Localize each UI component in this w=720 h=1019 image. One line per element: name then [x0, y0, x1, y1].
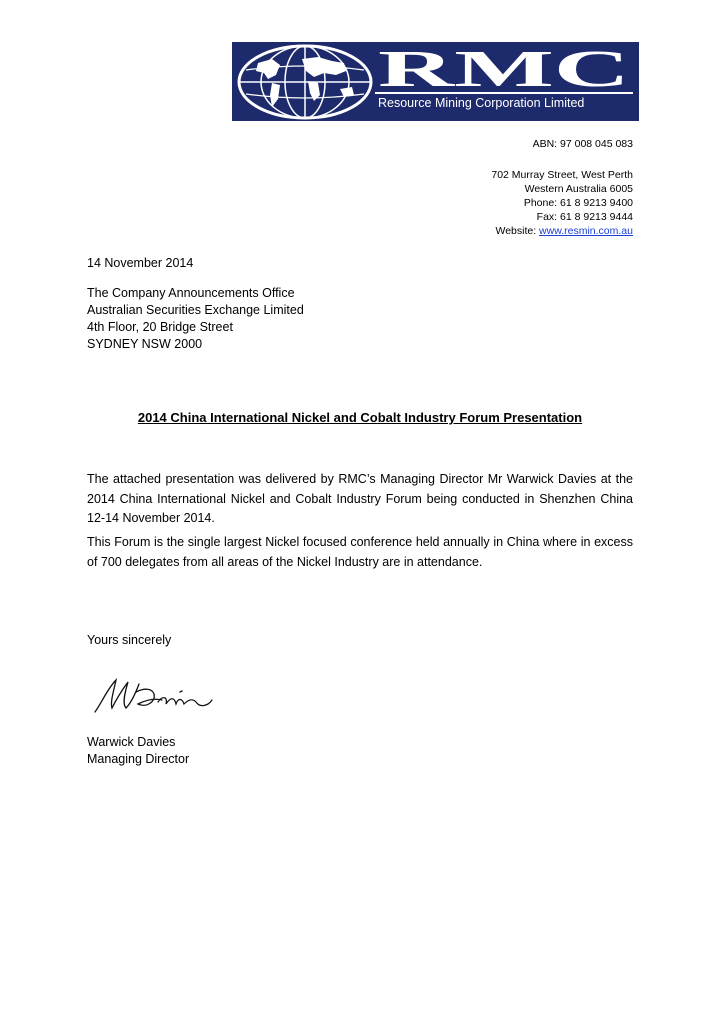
- signatory-title: Managing Director: [87, 752, 190, 766]
- recipient-line: Australian Securities Exchange Limited: [87, 303, 304, 317]
- phone: Phone: 61 8 9213 9400: [523, 197, 633, 209]
- abn: ABN: 97 008 045 083: [532, 138, 633, 150]
- signatory-name: Warwick Davies: [87, 735, 176, 749]
- logo-wordmark: RMC: [378, 46, 630, 90]
- recipient-line: 4th Floor, 20 Bridge Street: [87, 320, 233, 334]
- company-logo: [232, 42, 639, 121]
- recipient-line: SYDNEY NSW 2000: [87, 337, 203, 351]
- address-line-2: Western Australia 6005: [524, 183, 633, 195]
- signature: [92, 674, 217, 718]
- recipient-address: [87, 285, 304, 353]
- fax: Fax: 61 8 9213 9444: [536, 211, 633, 223]
- website-link[interactable]: www.resmin.com.au: [539, 225, 633, 237]
- recipient-line: The Company Announcements Office: [87, 286, 295, 300]
- company-address: [491, 168, 633, 238]
- body-paragraph-2: This Forum is the single largest Nickel focused conference held annually in China where in excess of 700 delegates from all areas of the Nickel Industry are in attendance.: [87, 535, 633, 569]
- closing: Yours sincerely: [87, 633, 172, 647]
- logo-company-name: Resource Mining Corporation Limited: [378, 96, 585, 110]
- letter-date: 14 November 2014: [87, 256, 194, 270]
- website-row: [491, 224, 633, 238]
- globe-icon: [236, 43, 374, 121]
- website-label: Website:: [495, 225, 540, 237]
- address-line-1: 702 Murray Street, West Perth: [491, 169, 633, 181]
- body-paragraph-1: The attached presentation was delivered by RMC’s Managing Director Mr Warwick Davies at the 2014 China International Nickel and Cobalt Industry Forum being conducted in Shenzhen China 12-14 November 2014.: [87, 472, 633, 525]
- letter-title: 2014 China International Nickel and Cobalt Industry Forum Presentation: [137, 410, 583, 425]
- logo-divider: [375, 92, 633, 94]
- signatory: [87, 734, 189, 768]
